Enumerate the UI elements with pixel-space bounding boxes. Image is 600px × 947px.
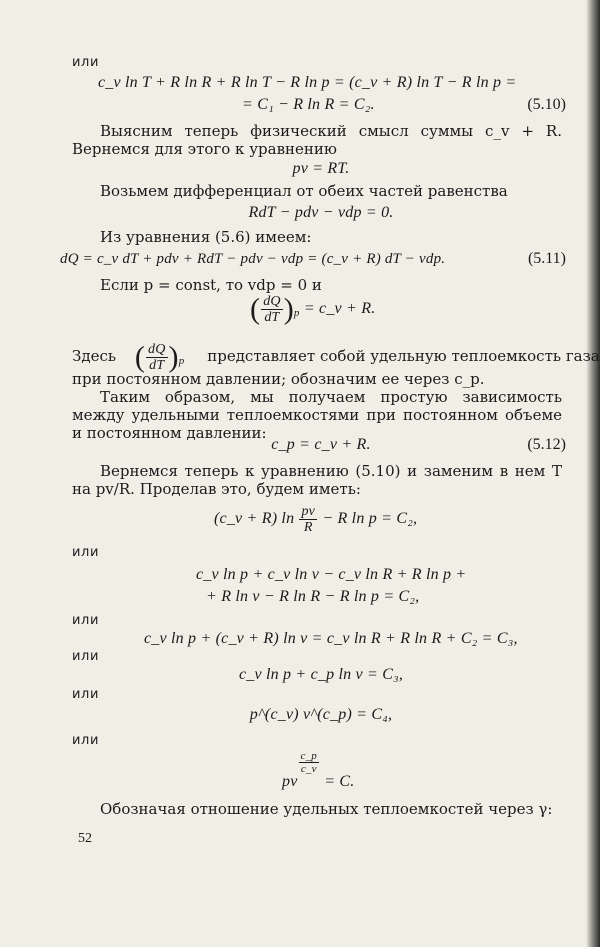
e11-base: pv [282,773,298,790]
equation-c3: c_v ln p + (c_v + R) ln v = c_v ln R + R ln R + C₂ = C₃, [144,630,518,647]
fraction-pv-r [299,504,317,535]
exponent-denominator: c_v [300,763,317,775]
word-ili-5: или [72,687,100,702]
paragraph-ratio-gamma: Обозначая отношение удельных теплоемкостей через γ: [100,800,553,818]
fraction-denominator: dT [264,310,280,325]
page-edge-shadow [586,0,600,947]
eq6-lhs: (c_v + R) ln [214,510,295,528]
paragraph-if-const: Если p = const, то vdp = 0 и [100,276,322,294]
equation-expanded-2: + R ln v − R ln R − R ln p = C₂, [206,588,420,605]
equation-expanded-1: c_v ln p + c_v ln v − c_v ln R + R ln p + [196,566,467,583]
page-number: 52 [78,831,92,846]
inline-fraction-group [134,340,185,374]
word-ili-2: или [72,545,100,560]
word-ili-1: или [72,55,100,70]
inline-fraction [146,342,168,373]
paragraph-constant-pressure: при постоянном давлении; обозначим ее через c_p. [72,370,485,388]
inline-denominator: dT [149,358,165,373]
paragraph-relation: Таким образом, мы получаем простую зависимость между удельными теплоемкостями при постоянном объеме и постоянном давлении: [72,388,562,442]
equation-cv-plus-r-ln [214,504,417,535]
inline-numerator: dQ [148,342,166,357]
equation-number-5-12: (5.12) [527,436,566,453]
here-line [72,342,600,373]
right-paren: ) [283,292,294,326]
equation-differential: RdT − pdv − vdp = 0. [248,204,394,221]
equation-number-5-11: (5.11) [527,250,566,267]
paragraph-physical-meaning: Выясним теперь физический смысл суммы c_v + R. Вернемся для этого к уравнению [72,122,562,158]
equation-pv-rt: pv = RT. [292,160,350,177]
equation-dq-dt-p [250,294,375,325]
paragraph-return-5-10: Вернемся теперь к уравнению (5.10) и заменим в нем T на pv/R. Проделав это, будем иметь: [72,462,562,498]
inline-subscript-p: p [178,355,185,368]
equation-cp-cv: c_p = c_v + R. [271,436,371,453]
left-paren: ( [250,292,261,326]
subscript-p: p [293,307,300,320]
word-here: Здесь [72,347,117,366]
here-line-rest: представляет собой удельную теплоемкость газа [207,347,600,366]
fraction-pv: pv [301,504,316,519]
exponent-numerator: c_p [300,750,317,762]
equation-pv-power-c [282,750,354,791]
equation-cv-cp-ln: c_v ln p + c_p ln v = C₃, [238,666,404,683]
word-ili-6: или [72,733,100,748]
equation-rhs: = c_v + R. [303,300,376,318]
e11-rhs: = C. [324,773,355,790]
eq6-rhs: − R ln p = C₂, [322,510,418,528]
fraction-numerator: dQ [263,294,281,309]
fraction-r: R [303,520,313,535]
equation-line-2: = C₁ − R ln R = C₂. [242,96,375,113]
word-ili-4: или [72,649,100,664]
equation-line-1: c_v ln T + R ln R + R ln T − R ln p = (c_v + R) ln T − R ln p = [98,74,517,91]
equation-number-5-10: (5.10) [527,96,566,113]
fraction-dq-dt [261,294,283,325]
paragraph-differential: Возьмем дифференциал от обеих частей равенства [100,182,508,200]
inline-left-paren: ( [134,340,146,374]
equation-power-c4: p^(c_v) v^(c_p) = C₄, [249,706,393,723]
exponent-fraction [299,750,319,775]
paragraph-from-equation: Из уравнения (5.6) имеем: [100,228,312,246]
inline-right-paren: ) [168,340,179,374]
equation-dq: dQ = c_v dT + pdv + RdT − pdv − vdp = (c_v + R) dT − vdp. [60,251,446,267]
word-ili-3: или [72,613,100,628]
